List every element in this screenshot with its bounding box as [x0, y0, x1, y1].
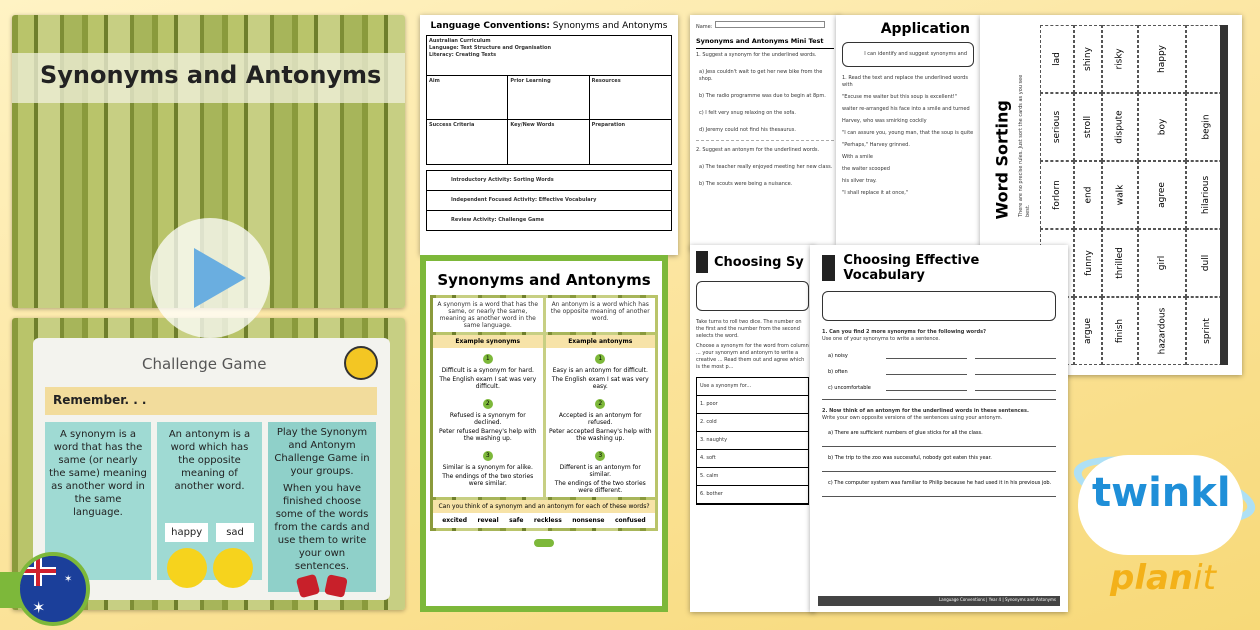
dice-icon — [324, 574, 348, 598]
word-card — [1102, 93, 1137, 161]
poster-question: Can you think of a synonym and an antonym for each of these words? — [433, 500, 655, 513]
table-row: 1. poor — [697, 396, 808, 414]
word-card-label: boy — [1157, 118, 1168, 136]
example-number: 1 — [595, 354, 605, 364]
test-item: c) I felt very snug relaxing on the sofa. — [699, 110, 796, 116]
word-card-label: agree — [1157, 182, 1168, 208]
crying-face-icon — [213, 548, 253, 588]
word-card-label: finish — [1115, 318, 1126, 344]
answer-line — [822, 496, 1056, 497]
plan-title-bold: Language Conventions: — [430, 21, 550, 31]
text-line: "I shall replace it at once," — [842, 190, 909, 196]
vocab-word: b) often — [828, 369, 848, 375]
word-card-label: sprint — [1201, 318, 1212, 344]
word-card — [1138, 297, 1187, 365]
play-button[interactable] — [150, 218, 270, 338]
table-row: 2. cold — [697, 414, 808, 432]
word-card-happy: happy — [165, 523, 208, 542]
antonym-header: Example antonyms — [546, 335, 656, 348]
table-row: 5. calm — [697, 468, 808, 486]
question-1-sub: Use one of your synonyms to write a sentence. — [822, 336, 940, 342]
sentence-item: c) The computer system was familiar to Philip because he had used it in his previous job. — [828, 480, 1052, 486]
antonym-definition: An antonym is a word which has the opposite meaning of another word. — [168, 429, 251, 492]
planit-it: it — [1193, 558, 1216, 598]
text-line: "Perhaps," Harvey grinned. — [842, 142, 910, 148]
word-card — [1074, 161, 1102, 229]
question-2-sub: Write your own opposite versions of the sentences using your antonym. — [822, 415, 1003, 421]
application-title: Application — [880, 21, 970, 37]
word-card-label: begin — [1201, 114, 1212, 140]
word-card — [1138, 25, 1187, 93]
plan-section: Success Criteria — [429, 122, 475, 128]
word-card-label: stroll — [1083, 115, 1094, 139]
twinkl-logo-icon — [534, 539, 554, 547]
challenge-word: nonsense — [572, 517, 605, 524]
example-number: 3 — [595, 451, 605, 461]
word-card-label: dull — [1201, 254, 1212, 272]
word-card-label: lad — [1052, 52, 1063, 66]
sentence-item: b) The trip to the zoo was successful, nobody got eaten this year. — [828, 455, 992, 461]
plan-section: Literacy: Creating Texts — [429, 52, 497, 58]
challenge-word: confused — [614, 517, 646, 524]
word-card-label: girl — [1157, 255, 1168, 271]
choosing-synonyms-title: Choosing Sy — [714, 254, 804, 270]
antonym-card — [157, 422, 262, 580]
word-card — [1040, 25, 1074, 93]
plan-section: Language: Text Structure and Organisation — [429, 45, 552, 51]
example-number: 3 — [483, 451, 493, 461]
table-row: 4. soft — [697, 450, 808, 468]
table-row: 6. bother — [697, 486, 808, 504]
synonym-definition: A synonym is a word that has the same, or nearly the same, meaning as another word in the same language. — [433, 298, 543, 332]
page-footer-bar — [1220, 25, 1228, 365]
word-card — [1040, 161, 1074, 229]
instructions-text-2: When you have finished choose some of the words from the cards and use them to write your own sentences. — [274, 483, 370, 572]
sentence-item: a) There are sufficient numbers of glue sticks for all the class. — [828, 430, 983, 436]
word-card-label: forlorn — [1052, 180, 1063, 210]
example-statement: Accepted is an antonym for refused. — [558, 412, 642, 426]
plan-section: Aim — [429, 78, 440, 84]
challenge-word: safe — [509, 517, 524, 524]
test-item: b) The radio programme was due to begin at 8pm. — [699, 93, 826, 99]
word-card-label: risky — [1115, 48, 1126, 70]
question-1: 1. Can you find 2 more synonyms for the following words? — [822, 329, 987, 335]
plan-activity: Independent Focused Activity: Effective Vocabulary — [451, 197, 597, 203]
word-card — [1074, 297, 1102, 365]
word-card — [1074, 229, 1102, 297]
example-sentence: The endings of the two stories were different. — [554, 480, 646, 494]
answer-line — [822, 446, 1056, 447]
plan-activity: Introductory Activity: Sorting Words — [451, 177, 554, 183]
vocab-item — [828, 369, 1056, 375]
example-number: 2 — [595, 399, 605, 409]
australia-flag-icon: ✶ ✶ — [16, 552, 90, 626]
word-card — [1102, 297, 1137, 365]
instructions-card — [268, 422, 376, 592]
text-line: "Excuse me waiter but this soup is excellent!" — [842, 94, 958, 100]
word-sorting-instructions: There are no precise rules. Just sort the cards as you see best. — [1018, 74, 1031, 217]
word-card — [1040, 93, 1074, 161]
test-item: d) Jeremy could not find his thesaurus. — [699, 127, 796, 133]
text-line: waiter re-arranged his face into a smile and turned — [842, 106, 970, 112]
mini-test-title: Synonyms and Antonyms Mini Test — [696, 37, 834, 49]
poster — [420, 255, 668, 612]
vocab-item — [828, 385, 1056, 391]
plan-section: Prior Learning — [510, 78, 551, 84]
choosing-synonyms-page — [690, 245, 815, 612]
synonym-definition: A synonym is a word that has the same (or nearly the same) meaning as another word in the same language. — [49, 429, 147, 518]
table-header: Use a synonym for... — [697, 378, 808, 396]
lesson-plan-page — [420, 15, 678, 255]
example-sentence: The endings of the two stories were similar. — [442, 473, 534, 487]
question-2: 2. Suggest an antonym for the underlined words. — [696, 147, 820, 153]
plan-title: Synonyms and Antonyms — [549, 21, 668, 31]
effective-vocabulary-page — [810, 245, 1068, 612]
slide-title: Challenge Game — [142, 355, 267, 373]
plan-section: Preparation — [591, 122, 626, 128]
synonym-header: Example synonyms — [433, 335, 543, 348]
plan-activity: Review Activity: Challenge Game — [451, 217, 545, 223]
word-card-label: hazardous — [1157, 307, 1168, 355]
word-card — [1102, 229, 1137, 297]
word-sorting-title: Word Sorting — [992, 100, 1012, 220]
instructions: Take turns to roll two dice. The number on the first and the number from the second selects the word. — [696, 319, 802, 339]
play-icon — [194, 248, 246, 308]
text-line: Harvey, who was smirking cockily — [842, 118, 927, 124]
example-statement: Easy is an antonym for difficult. — [552, 367, 648, 374]
page-footer: Language Conventions | Year 4 | Synonyms and Antonyms — [818, 596, 1060, 606]
word-card-label: serious — [1052, 110, 1063, 144]
answer-line — [975, 358, 1056, 359]
word-card-label: argue — [1083, 317, 1094, 345]
example-number: 1 — [483, 354, 493, 364]
vocab-word: c) uncomfortable — [828, 385, 871, 391]
word-card — [1138, 93, 1187, 161]
question-1: 1. Read the text and replace the underlined words with — [842, 75, 968, 88]
poster-title: Synonyms and Antonyms — [437, 271, 651, 289]
example-statement: Similar is a synonym for alike. — [442, 464, 533, 471]
application-page — [836, 15, 980, 245]
text-line: With a smile — [842, 154, 873, 160]
twinkl-logo: twinkl — [1092, 470, 1231, 516]
plan-section: Australian Curriculum — [429, 38, 491, 44]
word-card — [1102, 25, 1137, 93]
word-card-label: happy — [1157, 45, 1168, 73]
example-number: 2 — [483, 399, 493, 409]
plan-section: Resources — [591, 78, 621, 84]
slide-title: Synonyms and Antonyms — [40, 61, 382, 89]
word-card — [1074, 93, 1102, 161]
name-label: Name: — [696, 24, 713, 30]
planit-plan: plan — [1110, 558, 1194, 598]
vocab-item — [828, 353, 1056, 359]
answer-line — [822, 471, 1056, 472]
answer-line — [975, 374, 1056, 375]
example-sentence: Peter accepted Barney's help with the washing up. — [548, 428, 652, 442]
word-card-label: thrilled — [1115, 247, 1126, 279]
antonym-definition: An antonym is a word which has the opposite meaning of another word. — [546, 298, 656, 332]
plan-section: Key/New Words — [510, 122, 555, 128]
table-row: 3. naughty — [697, 432, 808, 450]
word-card — [1138, 229, 1187, 297]
learning-objective-box — [822, 291, 1056, 321]
word-card — [1138, 161, 1187, 229]
answer-line — [886, 358, 967, 359]
example-sentence: The English exam I sat was very easy. — [551, 376, 649, 390]
instructions-text: Play the Synonym and Antonym Challenge Game in your groups. — [274, 427, 370, 477]
planit-logo — [1110, 558, 1216, 598]
question-1: 1. Suggest a synonym for the underlined words. — [696, 52, 817, 58]
answer-line — [886, 390, 967, 391]
word-card-label: shiny — [1083, 47, 1094, 71]
vocab-word: a) noisy — [828, 353, 848, 359]
star-badge-icon — [696, 251, 708, 273]
word-card — [1102, 161, 1137, 229]
challenge-word: excited — [442, 517, 468, 524]
example-statement: Difficult is a synonym for hard. — [441, 367, 534, 374]
word-card-label: dispute — [1115, 110, 1126, 144]
challenge-word: reveal — [477, 517, 499, 524]
happy-face-icon — [167, 548, 207, 588]
word-card-label: hilarious — [1201, 175, 1212, 215]
text-line: the waiter scooped — [842, 166, 890, 172]
word-card-label: end — [1083, 186, 1094, 204]
text-line: "I can assure you, young man, that the soup is quite — [842, 130, 974, 136]
vocabulary-title: Choosing Effective Vocabulary — [843, 253, 980, 283]
example-statement: Refused is a synonym for declined. — [449, 412, 526, 426]
example-statement: Different is an antonym for similar. — [559, 464, 641, 478]
test-item: a) The teacher really enjoyed meeting her new class. — [699, 164, 833, 170]
question-2: 2. Now think of an antonym for the underlined words in these sentences. — [822, 408, 1029, 414]
test-item: b) The scouts were being a nuisance. — [699, 181, 793, 187]
star-badge-icon — [822, 255, 835, 281]
children-icon — [344, 346, 378, 380]
answer-line — [886, 374, 967, 375]
dice-icon — [296, 574, 320, 598]
word-card — [1074, 25, 1102, 93]
challenge-word: reckless — [533, 517, 562, 524]
word-card-label: walk — [1115, 184, 1126, 206]
instructions-2: Choose a synonym for the word from column ... your synonym and antonym to write a creative ... Read them out and agree which is the most p... — [696, 343, 809, 370]
answer-line — [975, 390, 1056, 391]
aim-box: I can identify and suggest synonyms and — [842, 42, 974, 67]
word-card-sad: sad — [216, 523, 254, 542]
word-card-label: funny — [1083, 250, 1094, 276]
test-item: a) Jess couldn't wait to get her new bike from the shop. — [699, 69, 823, 82]
example-sentence: Peter refused Barney's help with the washing up. — [439, 428, 537, 442]
mini-test-page — [690, 15, 840, 250]
remember-bar: Remember. . . — [45, 387, 377, 415]
text-line: his silver tray. — [842, 178, 877, 184]
example-sentence: The English exam I sat was very difficult. — [439, 376, 537, 390]
